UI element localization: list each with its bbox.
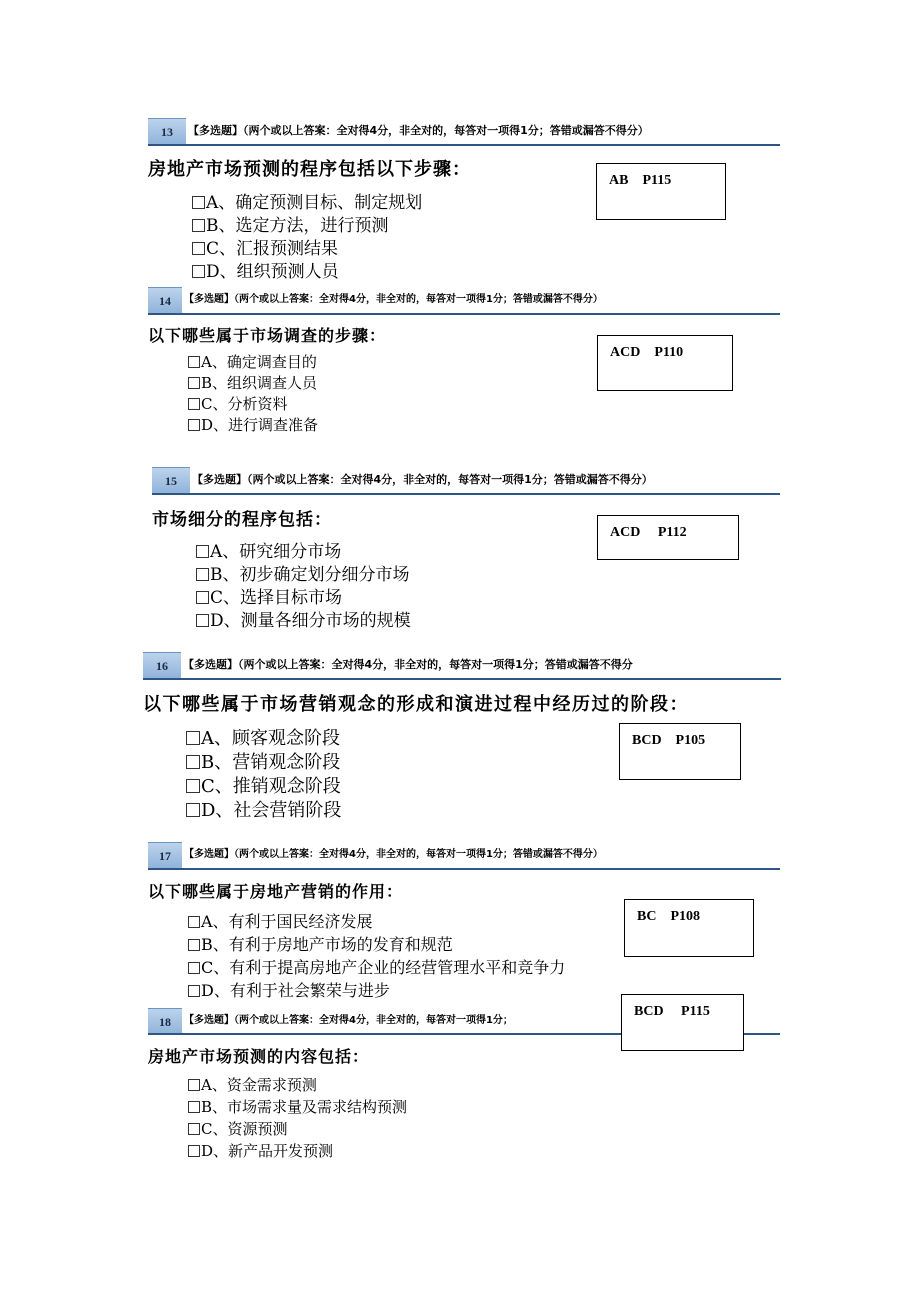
- checkbox-icon[interactable]: [188, 916, 200, 928]
- question-stem: 以下哪些属于房地产营销的作用：: [148, 882, 404, 901]
- option-c[interactable]: [186, 772, 341, 798]
- option-a[interactable]: [188, 1074, 317, 1095]
- option-d[interactable]: [196, 606, 411, 631]
- option-label: B、营销观念阶段: [201, 752, 341, 773]
- header-rule: [148, 144, 780, 146]
- question-type-tag: 【多选题】（两个或以上答案：全对得4分，非全对的，每答对一项得1分；答错或漏答不得分）: [184, 849, 603, 860]
- question-number: 13: [148, 118, 186, 145]
- option-d[interactable]: [192, 257, 339, 282]
- checkbox-icon[interactable]: [188, 1145, 200, 1157]
- checkbox-icon[interactable]: [188, 1079, 200, 1091]
- option-label: A、研究细分市场: [210, 542, 342, 562]
- question-number: 14: [148, 287, 182, 314]
- option-label: D、进行调查准备: [201, 416, 319, 434]
- question-type-tag: 【多选题】（两个或以上答案：全对得4分，非全对的，每答对一项得1分；答错或漏答不得分）: [192, 473, 653, 486]
- option-a[interactable]: [196, 537, 341, 562]
- option-label: C、资源预测: [201, 1120, 288, 1138]
- option-label: C、有利于提高房地产企业的经营管理水平和竞争力: [201, 958, 566, 977]
- option-label: A、有利于国民经济发展: [201, 912, 373, 931]
- option-label: D、社会营销阶段: [201, 800, 342, 821]
- option-a[interactable]: [188, 351, 317, 372]
- option-label: A、确定预测目标、制定规划: [206, 193, 423, 213]
- option-b[interactable]: [188, 932, 453, 955]
- checkbox-icon[interactable]: [188, 985, 200, 997]
- option-b[interactable]: [192, 211, 389, 236]
- question-number: 16: [143, 652, 181, 679]
- question-header: [148, 118, 780, 144]
- option-label: D、新产品开发预测: [201, 1142, 334, 1160]
- option-c[interactable]: [192, 234, 338, 259]
- checkbox-icon[interactable]: [196, 591, 209, 604]
- option-label: A、顾客观念阶段: [201, 728, 340, 749]
- option-b[interactable]: [188, 1096, 407, 1117]
- option-d[interactable]: [186, 796, 341, 822]
- option-label: D、有利于社会繁荣与进步: [201, 981, 390, 1000]
- option-a[interactable]: [186, 724, 340, 750]
- answer-box: ACD P112: [597, 515, 739, 560]
- checkbox-icon[interactable]: [188, 939, 200, 951]
- option-c[interactable]: [188, 955, 565, 978]
- option-d[interactable]: [188, 1140, 333, 1161]
- answer-box: BC P108: [624, 899, 754, 957]
- option-label: B、选定方法，进行预测: [206, 216, 389, 236]
- option-label: C、选择目标市场: [210, 588, 343, 608]
- option-label: B、组织调查人员: [201, 374, 318, 392]
- checkbox-icon[interactable]: [188, 377, 200, 389]
- option-c[interactable]: [188, 393, 287, 414]
- question-type-tag: 【多选题】（两个或以上答案：全对得4分，非全对的，每答对一项得1分；答错或漏答不得分）: [184, 294, 603, 305]
- checkbox-icon[interactable]: [196, 545, 209, 558]
- option-label: D、测量各细分市场的规模: [210, 611, 411, 631]
- checkbox-icon[interactable]: [192, 219, 205, 232]
- option-a[interactable]: [192, 188, 422, 213]
- answer-box: AB P115: [596, 163, 726, 220]
- question-header: [148, 842, 780, 868]
- checkbox-icon[interactable]: [192, 265, 205, 278]
- option-label: A、资金需求预测: [201, 1076, 317, 1094]
- question-header: [152, 467, 780, 493]
- question-stem: 市场细分的程序包括：: [152, 510, 332, 530]
- question-stem: 以下哪些属于市场营销观念的形成和演进过程中经历过的阶段：: [143, 694, 689, 715]
- question-header: [143, 652, 781, 678]
- option-label: C、分析资料: [201, 395, 288, 413]
- option-label: B、市场需求量及需求结构预测: [201, 1098, 408, 1116]
- option-b[interactable]: [188, 372, 317, 393]
- question-number: 15: [152, 467, 190, 494]
- answer-box: ACD P110: [597, 335, 733, 391]
- question-stem: 房地产市场预测的程序包括以下步骤：: [148, 159, 471, 180]
- option-label: A、确定调查目的: [201, 353, 317, 371]
- option-b[interactable]: [186, 748, 340, 774]
- checkbox-icon[interactable]: [188, 419, 200, 431]
- header-rule: [148, 313, 780, 315]
- answer-box: BCD P105: [619, 723, 741, 780]
- option-d[interactable]: [188, 414, 318, 435]
- option-label: B、有利于房地产市场的发育和规范: [201, 935, 453, 954]
- question-type-tag: 【多选题】（两个或以上答案：全对得4分，非全对的，每答对一项得1分；答错或漏答不得分）: [188, 124, 649, 137]
- checkbox-icon[interactable]: [188, 962, 200, 974]
- option-d[interactable]: [188, 978, 390, 1001]
- checkbox-icon[interactable]: [186, 731, 200, 745]
- checkbox-icon[interactable]: [196, 614, 209, 627]
- checkbox-icon[interactable]: [192, 196, 205, 209]
- option-c[interactable]: [188, 1118, 287, 1139]
- checkbox-icon[interactable]: [196, 568, 209, 581]
- checkbox-icon[interactable]: [188, 1101, 200, 1113]
- question-number: 17: [148, 842, 182, 869]
- checkbox-icon[interactable]: [186, 779, 200, 793]
- option-label: C、推销观念阶段: [201, 776, 341, 797]
- question-stem: 房地产市场预测的内容包括：: [148, 1047, 370, 1066]
- option-label: B、初步确定划分细分市场: [210, 565, 410, 585]
- option-a[interactable]: [188, 909, 373, 932]
- header-rule: [148, 868, 780, 870]
- header-rule: [143, 678, 781, 680]
- checkbox-icon[interactable]: [186, 803, 200, 817]
- question-number: 18: [148, 1008, 182, 1035]
- checkbox-icon[interactable]: [188, 398, 200, 410]
- option-label: D、组织预测人员: [206, 262, 339, 282]
- option-b[interactable]: [196, 560, 410, 585]
- checkbox-icon[interactable]: [188, 1123, 200, 1135]
- option-label: C、汇报预测结果: [206, 239, 339, 259]
- answer-box: BCD P115: [621, 994, 744, 1051]
- checkbox-icon[interactable]: [188, 356, 200, 368]
- header-rule: [152, 493, 780, 495]
- question-type-tag: 【多选题】（两个或以上答案：全对得4分，非全对的，每答对一项得1分；: [184, 1015, 513, 1026]
- question-stem: 以下哪些属于市场调查的步骤：: [148, 326, 387, 345]
- checkbox-icon[interactable]: [192, 242, 205, 255]
- checkbox-icon[interactable]: [186, 755, 200, 769]
- question-header: [148, 287, 780, 313]
- question-type-tag: 【多选题】（两个或以上答案：全对得4分，非全对的，每答对一项得1分；答错或漏答不得分: [183, 658, 633, 671]
- option-c[interactable]: [196, 583, 342, 608]
